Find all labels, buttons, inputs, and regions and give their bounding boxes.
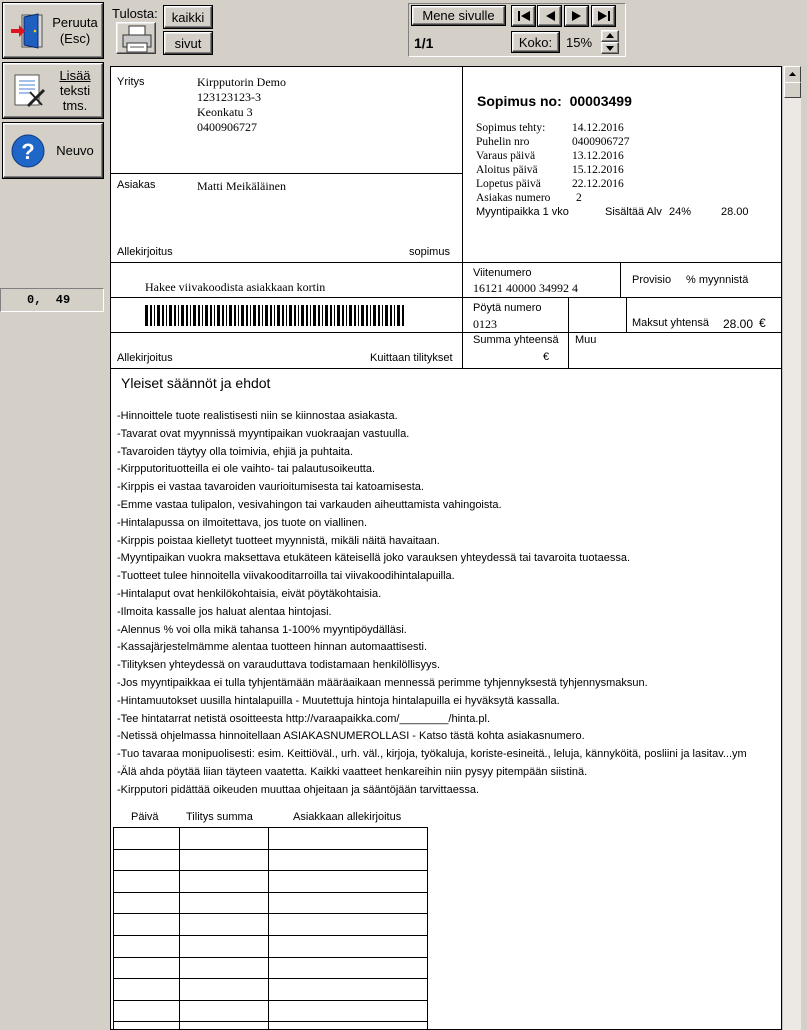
barcode-bar xyxy=(334,305,335,326)
contract-field-label: Varaus päivä xyxy=(476,150,536,162)
table-cell xyxy=(180,1000,269,1022)
barcode-bar xyxy=(270,305,272,326)
barcode-bar xyxy=(373,305,376,326)
barcode-bar xyxy=(370,305,371,326)
terms-line: -Kirppis ei vastaa tavaroiden vaurioitumisesta tai katoamisesta. xyxy=(117,481,424,494)
barcode-image xyxy=(145,305,407,329)
contract-field-value: 13.12.2016 xyxy=(572,150,624,162)
table-row xyxy=(114,914,428,936)
barcode-bar xyxy=(313,305,316,326)
barcode-bar xyxy=(238,305,239,326)
terms-line: -Hinnoittele tuote realistisesti niin se kiinnostaa asiakasta. xyxy=(117,410,398,422)
barcode-bar xyxy=(166,305,167,326)
terms-line: -Älä ahda pöytää liian täyteen vaatetta. Kaikki vaatteet henkareihin niin pysyy pitempään siistinä. xyxy=(117,765,588,778)
barcode-bar xyxy=(306,305,308,326)
help-icon xyxy=(10,132,48,170)
barcode-bar xyxy=(186,305,188,326)
contract-fields xyxy=(476,121,676,205)
arrow-down-icon xyxy=(602,43,618,53)
add-text-button[interactable]: Lisää teksti tms. xyxy=(3,63,103,118)
table-cell xyxy=(269,957,428,979)
table-row xyxy=(114,957,428,979)
barcode-bar xyxy=(385,305,388,326)
terms-line: -Alennus % voi olla mikä tahansa 1-100% myyntipöydälläsi. xyxy=(117,623,407,636)
terms-line: -Kassajärjestelmämme alentaa tuotteen hinnan automaattisesti. xyxy=(117,641,428,654)
table-cell xyxy=(114,892,180,914)
barcode-bar xyxy=(241,305,244,326)
print-pages-button[interactable]: sivut xyxy=(164,32,212,54)
contract-field-value: 14.12.2016 xyxy=(572,122,624,134)
table-cell xyxy=(114,957,180,979)
barcode-bar xyxy=(402,305,404,326)
barcode-bar xyxy=(145,305,148,326)
table-cell xyxy=(269,935,428,957)
contract-number: Sopimus no: 00003499 xyxy=(477,93,632,109)
contract-field-row xyxy=(476,135,676,149)
barcode-bar xyxy=(250,305,251,326)
barcode-bar xyxy=(330,305,332,326)
table-row xyxy=(114,892,428,914)
terms-line: -Hintalapussa on ilmoitettava, jos tuote on viallinen. xyxy=(117,516,368,529)
barcode-bar xyxy=(265,305,268,326)
barcode-bar xyxy=(394,305,395,326)
counter-readout: 0, 49 xyxy=(0,288,104,312)
customer-label: Asiakas xyxy=(117,179,156,191)
table-cell xyxy=(269,871,428,893)
previous-page-icon xyxy=(543,10,557,22)
zoom-value: 15% xyxy=(566,35,593,50)
table-row xyxy=(114,1022,428,1030)
barcode-bar xyxy=(382,305,383,326)
table-cell xyxy=(180,871,269,893)
barcode-bar xyxy=(366,305,368,326)
barcode-bar xyxy=(289,305,292,326)
contract-field-label: Puhelin nro xyxy=(476,136,530,148)
previous-page-button[interactable] xyxy=(538,6,561,26)
vat-percent: 24% xyxy=(669,206,692,218)
terms-line: -Ilmoita kassalle jos haluat alentaa hintojasi. xyxy=(117,605,332,618)
barcode-bar xyxy=(214,305,215,326)
payments-currency: € xyxy=(759,316,766,330)
barcode-bar xyxy=(217,305,220,326)
company-label: Yritys xyxy=(117,76,145,88)
barcode-bar xyxy=(202,305,203,326)
table-row xyxy=(114,828,428,850)
barcode-bar xyxy=(246,305,248,326)
barcode-bar xyxy=(154,305,155,326)
zoom-up-button[interactable] xyxy=(601,30,619,42)
terms-heading: Yleiset säännöt ja ehdot xyxy=(121,375,271,391)
contract-field-row xyxy=(476,121,676,135)
contract-field-label: Lopetus päivä xyxy=(476,178,541,190)
arrow-up-icon xyxy=(602,31,618,41)
barcode-bar xyxy=(174,305,176,326)
contract-field-row xyxy=(476,191,676,205)
settlement-table xyxy=(113,827,428,1030)
reference-label: Viitenumero xyxy=(473,267,532,279)
table-cell xyxy=(269,828,428,850)
col-signature-header: Asiakkaan allekirjoitus xyxy=(293,811,402,823)
terms-list xyxy=(117,408,747,800)
table-cell xyxy=(114,828,180,850)
vat-text: Sisältää Alv xyxy=(605,206,662,218)
terms-line: -Kirpputori pidättää oikeuden muuttaa ohjeitaan ja sääntöjään tarvittaessa. xyxy=(117,783,480,796)
customer-name: Matti Meikäläinen xyxy=(197,179,286,193)
barcode-bar xyxy=(325,305,328,326)
barcode-bar xyxy=(349,305,352,326)
contract-field-value: 15.12.2016 xyxy=(572,164,624,176)
terms-line: -Tavaroiden täytyy olla toimivia, ehjiä ja puhtaita. xyxy=(117,445,354,458)
payments-label: Maksut yhtensä xyxy=(632,317,710,329)
document-edit-icon xyxy=(10,72,48,110)
barcode-bar xyxy=(301,305,304,326)
table-cell xyxy=(114,935,180,957)
last-page-icon xyxy=(597,10,611,22)
terms-line: -Hintamuutokset uusilla hintalapuilla - Muutettuja hintoja hintalapuilla ei hyväksytä kassalla. xyxy=(117,694,560,707)
help-button[interactable]: ? Neuvo xyxy=(3,123,103,178)
table-cell xyxy=(114,979,180,1001)
printer-icon xyxy=(121,25,153,56)
page-indicator: 1/1 xyxy=(414,35,434,51)
contract-field-row xyxy=(476,177,676,191)
contract-field-label: Asiakas numero xyxy=(476,192,551,204)
barcode-bar xyxy=(310,305,311,326)
table-cell xyxy=(180,892,269,914)
barcode-bar xyxy=(318,305,320,326)
terms-line: -Kirpputorituotteilla ei ole vaihto- tai palautusoikeutta. xyxy=(117,463,376,476)
zoom-button[interactable]: Koko: xyxy=(512,32,559,52)
contract-field-value: 2 xyxy=(576,192,582,204)
table-number-value: 0123 xyxy=(473,317,497,331)
other-label: Muu xyxy=(575,334,597,346)
table-number-label: Pöytä numero xyxy=(473,302,542,314)
table-cell xyxy=(269,1022,428,1030)
sum-total-currency: € xyxy=(543,351,550,363)
arrow-up-icon xyxy=(785,67,800,82)
contract-field-label: Sopimus tehty: xyxy=(476,122,546,134)
barcode-bar xyxy=(358,305,359,326)
table-row xyxy=(114,1000,428,1022)
table-cell xyxy=(269,914,428,936)
contract-field-label: Aloitus päivä xyxy=(476,164,538,176)
settlement-label: Kuittaan tilitykset xyxy=(370,352,453,364)
barcode-bar xyxy=(337,305,340,326)
table-cell xyxy=(269,979,428,1001)
table-row xyxy=(114,979,428,1001)
terms-line: -Myyntipaikan vuokra maksettava etukäteen käteisellä joko varauksen yhteydessä tai tavaroita tuotaessa. xyxy=(117,552,630,565)
print-all-button[interactable]: kaikki xyxy=(164,6,212,28)
zoom-down-button[interactable] xyxy=(601,42,619,54)
barcode-bar xyxy=(354,305,356,326)
table-cell xyxy=(180,849,269,871)
barcode-bar xyxy=(346,305,347,326)
barcode-bar xyxy=(234,305,236,326)
barcode-bar xyxy=(322,305,323,326)
last-page-button[interactable] xyxy=(592,6,615,26)
barcode-bar xyxy=(193,305,196,326)
table-row xyxy=(114,935,428,957)
company-info: Kirpputorin Demo 123123123-3 Keonkatu 3 0400906727 xyxy=(197,75,286,134)
terms-line: -Emme vastaa tulipalon, vesivahingon tai varkauden aiheuttamista vahingoista. xyxy=(117,498,502,511)
terms-line: -Kirppis poistaa kielletyt tuotteet myynnistä, mikäli näitä havaitaan. xyxy=(117,534,440,547)
commission-label: Provisio xyxy=(632,274,672,286)
barcode-bar xyxy=(229,305,232,326)
scroll-up-button[interactable] xyxy=(784,66,801,83)
barcode-bar xyxy=(378,305,380,326)
terms-line: -Jos myyntipaikkaa ei tulla tyhjentämään määräaikaan mennessä perimme tyhjennyksestä tyhjennysmaksun. xyxy=(117,676,648,689)
barcode-bar xyxy=(277,305,280,326)
barcode-bar xyxy=(274,305,275,326)
barcode-bar xyxy=(262,305,263,326)
barcode-bar xyxy=(210,305,212,326)
goto-page-button[interactable]: Mene sivulle xyxy=(412,6,505,25)
terms-line: -Tuotteet tulee hinnoitella viivakooditarroilla tai viivakoodihintalapuilla. xyxy=(117,570,455,583)
barcode-bar xyxy=(253,305,256,326)
barcode-bar xyxy=(361,305,364,326)
barcode-bar xyxy=(226,305,227,326)
table-cell xyxy=(180,979,269,1001)
barcode-bar xyxy=(390,305,392,326)
col-amount-header: Tilitys summa xyxy=(186,811,253,823)
signature-label: Allekirjoitus xyxy=(117,246,173,258)
table-cell xyxy=(114,849,180,871)
barcode-bar xyxy=(294,305,296,326)
terms-line: -Tilityksen yhteydessä on varauduttava todistamaan henkilöllisyys. xyxy=(117,659,441,672)
contract-field-row xyxy=(476,163,676,177)
barcode-bar xyxy=(162,305,164,326)
vertical-scrollbar[interactable] xyxy=(782,66,801,1030)
table-cell xyxy=(269,849,428,871)
svg-text:?: ? xyxy=(21,138,35,164)
product-line: Myyntipaikka 1 vko xyxy=(476,206,569,218)
commission-unit: % myynnistä xyxy=(686,274,749,286)
barcode-hint: Hakee viivakoodista asiakkaan kortin xyxy=(145,280,326,294)
table-cell xyxy=(180,935,269,957)
contract-field-value: 0400906727 xyxy=(572,136,630,148)
sum-total-label: Summa yhteensä xyxy=(473,334,559,346)
terms-line: -Netissä ohjelmassa hinnoitellaan ASIAKASNUMEROLLASI - Katso tästä kohta asiakasnumero. xyxy=(117,730,585,743)
table-row xyxy=(114,871,428,893)
barcode-bar xyxy=(258,305,260,326)
table-cell xyxy=(180,1022,269,1030)
barcode-bar xyxy=(178,305,179,326)
first-page-icon xyxy=(517,10,531,22)
next-page-button[interactable] xyxy=(565,6,588,26)
print-button[interactable] xyxy=(116,22,156,54)
barcode-bar xyxy=(222,305,224,326)
payments-value: 28.00 xyxy=(723,317,754,331)
table-cell xyxy=(180,914,269,936)
print-label: Tulosta: xyxy=(112,6,158,21)
next-page-icon xyxy=(570,10,584,22)
terms-line: -Tavarat ovat myynnissä myyntipaikan vuokraajan vastuulla. xyxy=(117,427,410,440)
exit-door-icon xyxy=(10,12,48,50)
barcode-bar xyxy=(397,305,400,326)
barcode-bar xyxy=(298,305,299,326)
barcode-bar xyxy=(286,305,287,326)
barcode-bar xyxy=(181,305,184,326)
table-cell xyxy=(114,914,180,936)
contract-document xyxy=(110,66,782,1030)
barcode-bar xyxy=(198,305,200,326)
contract-field-value: 22.12.2016 xyxy=(572,178,624,190)
first-page-button[interactable] xyxy=(512,6,535,26)
table-cell xyxy=(269,1000,428,1022)
barcode-bar xyxy=(169,305,172,326)
barcode-bar xyxy=(150,305,152,326)
terms-line: -Tee hintatarrat netistä osoitteesta http://varaapaikka.com/________/hinta.pl. xyxy=(117,712,491,725)
table-row xyxy=(114,849,428,871)
barcode-bar xyxy=(157,305,160,326)
agreement-label: sopimus xyxy=(409,246,450,258)
table-cell xyxy=(180,957,269,979)
signature2-label: Allekirjoitus xyxy=(117,352,173,364)
contract-field-row xyxy=(476,149,676,163)
terms-line: -Hintalaput ovat henkilökohtaisia, eivät pöytäkohtaisia. xyxy=(117,587,382,600)
table-cell xyxy=(114,1022,180,1030)
scroll-thumb[interactable] xyxy=(784,82,801,98)
table-cell xyxy=(180,828,269,850)
barcode-bar xyxy=(205,305,208,326)
terms-line: -Tuo tavaraa monipuolisesti: esim. Keittiöväl., urh. väl., kirjoja, työkaluja, koriste-esineitä., leluja, kännyköitä, posliini ja lasitav...ym xyxy=(117,748,747,761)
barcode-bar xyxy=(282,305,284,326)
table-cell xyxy=(269,892,428,914)
barcode-bar xyxy=(190,305,191,326)
cancel-button[interactable]: Peruuta (Esc) xyxy=(3,3,103,58)
table-cell xyxy=(114,871,180,893)
col-date-header: Päivä xyxy=(131,811,159,823)
barcode-bar xyxy=(342,305,344,326)
table-cell xyxy=(114,1000,180,1022)
reference-value: 16121 40000 34992 4 xyxy=(473,281,578,295)
product-price: 28.00 xyxy=(721,206,749,218)
